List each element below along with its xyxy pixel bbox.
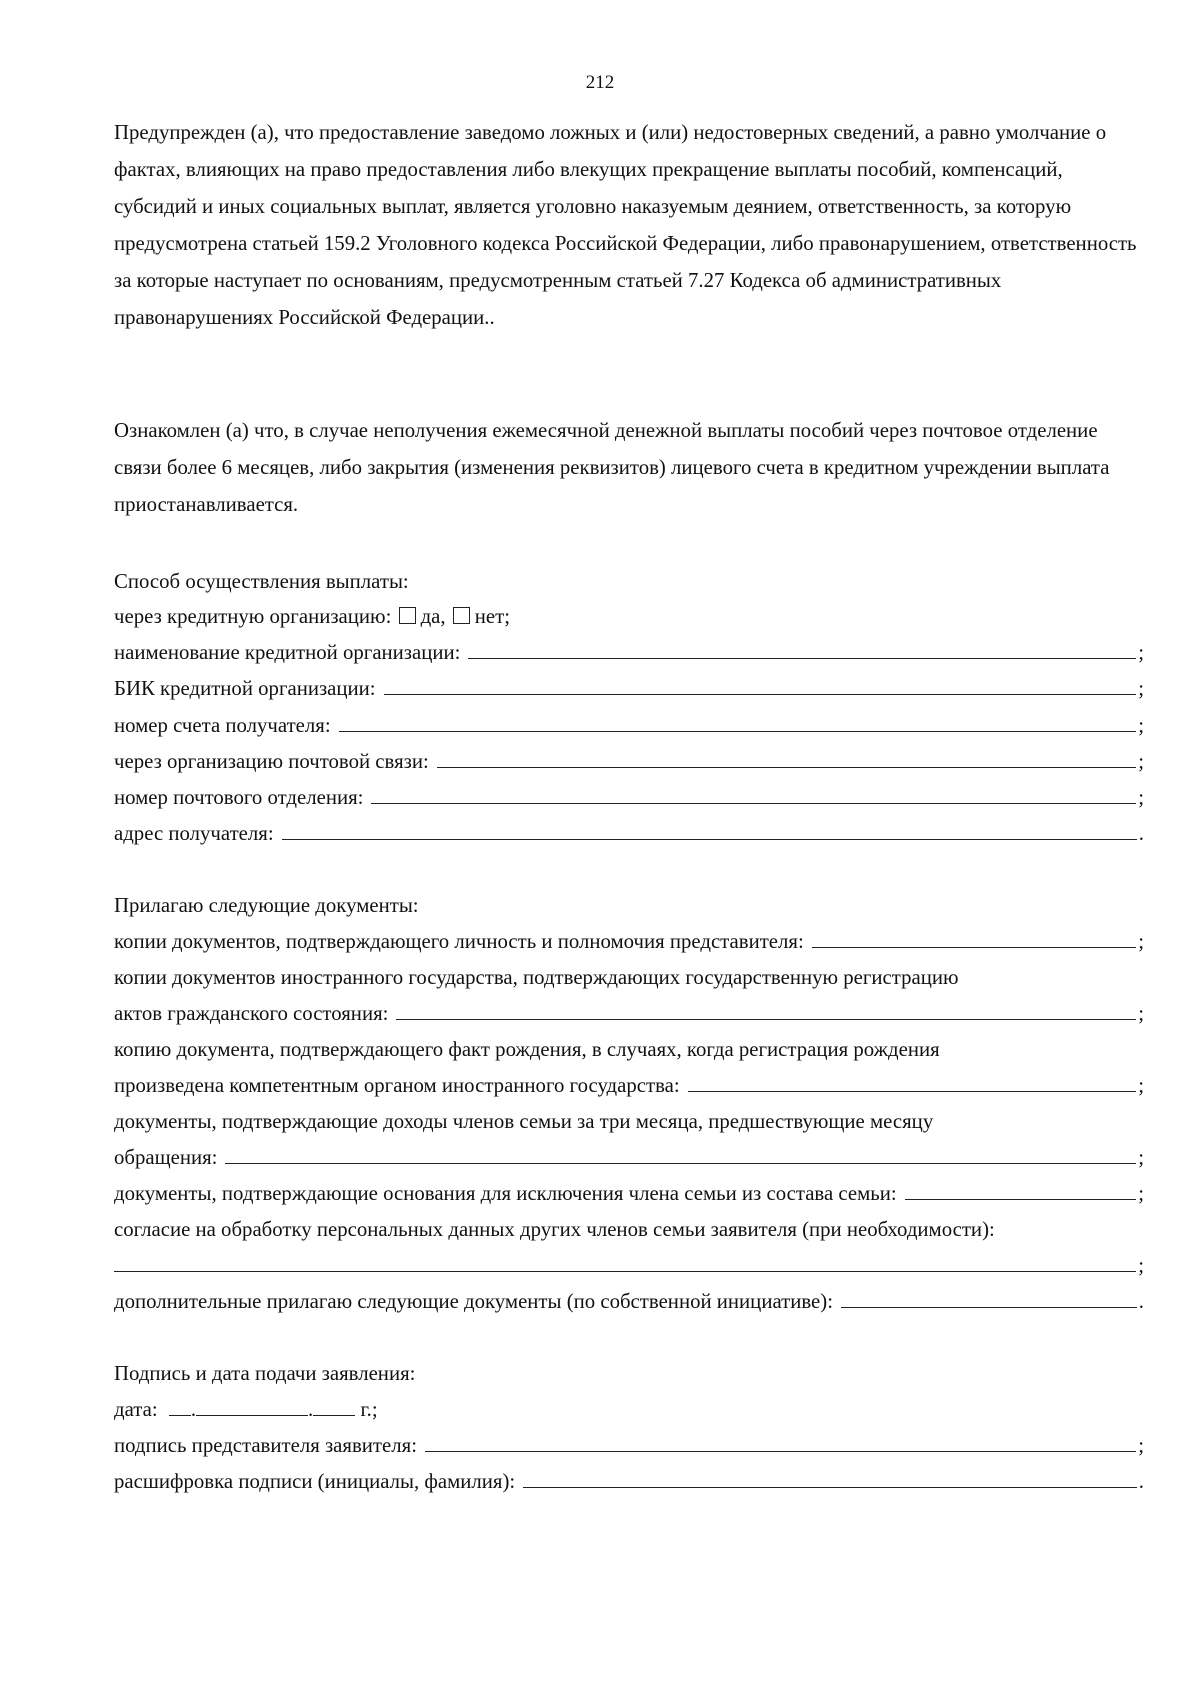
field-terminator: ; xyxy=(1138,1074,1144,1097)
post-office-number-field xyxy=(114,779,1144,816)
field-terminator: ; xyxy=(1138,930,1144,953)
consent-blank[interactable] xyxy=(114,1247,1136,1272)
yes-checkbox[interactable] xyxy=(399,607,416,624)
year-blank[interactable] xyxy=(313,1393,355,1416)
credit-org-label: через кредитную организацию: xyxy=(114,605,392,628)
field-terminator: . xyxy=(1138,1290,1144,1313)
field-label: произведена компетентным органом иностранного государства: xyxy=(114,1074,680,1097)
field-terminator: ; xyxy=(1138,714,1144,737)
field-terminator: ; xyxy=(1138,1002,1144,1025)
civil-acts-field xyxy=(114,995,1144,1032)
acknowledgement-paragraph: Ознакомлен (а) что, в случае неполучения ежемесячной денежной выплаты пособий через почтовое отделение связи более 6 месяцев, либо закрытия (изменения реквизитов) лицевого счета в кредитном учреждении выплата приостанавливается. xyxy=(114,419,1110,516)
field-terminator: ; xyxy=(1138,641,1144,664)
no-label: нет; xyxy=(474,605,511,628)
identity-docs-field xyxy=(114,923,1144,960)
income-docs-blank[interactable] xyxy=(225,1139,1136,1164)
bik-field xyxy=(114,670,1144,707)
field-terminator: ; xyxy=(1138,1182,1144,1205)
day-blank[interactable] xyxy=(169,1393,191,1416)
field-label: номер почтового отделения: xyxy=(114,786,364,809)
field-terminator: ; xyxy=(1138,750,1144,773)
month-blank[interactable] xyxy=(196,1393,308,1416)
consent-field xyxy=(114,1247,1144,1284)
date-field xyxy=(114,1391,378,1428)
additional-docs-field xyxy=(114,1283,1144,1320)
payment-heading: Способ осуществления выплаты: xyxy=(114,570,409,593)
yes-label: да, xyxy=(420,605,446,628)
field-label: номер счета получателя: xyxy=(114,714,331,737)
recipient-address-blank[interactable] xyxy=(282,815,1137,840)
recipient-address-field xyxy=(114,815,1144,852)
field-terminator: ; xyxy=(1138,677,1144,700)
page-number: 212 xyxy=(585,72,615,93)
civil-acts-blank[interactable] xyxy=(396,995,1136,1020)
bik-blank[interactable] xyxy=(384,670,1137,695)
field-label: актов гражданского состояния: xyxy=(114,1002,389,1025)
field-terminator: . xyxy=(1138,1470,1144,1493)
postal-org-blank[interactable] xyxy=(437,743,1136,768)
field-label: копии документов, подтверждающего личность и полномочия представителя: xyxy=(114,930,804,953)
income-docs-field xyxy=(114,1139,1144,1176)
additional-docs-blank[interactable] xyxy=(841,1283,1137,1308)
date-dot: . xyxy=(308,1398,314,1421)
credit-org-name-field xyxy=(114,634,1144,671)
account-number-field xyxy=(114,707,1144,744)
field-label: наименование кредитной организации: xyxy=(114,641,461,664)
no-checkbox[interactable] xyxy=(453,607,470,624)
field-label: дополнительные прилагаю следующие документы (по собственной инициативе): xyxy=(114,1290,833,1313)
rep-signature-blank[interactable] xyxy=(425,1427,1136,1452)
birth-doc-line: копию документа, подтверждающего факт рождения, в случаях, когда регистрация рождения xyxy=(114,1038,940,1061)
field-terminator: ; xyxy=(1138,1146,1144,1169)
field-terminator: ; xyxy=(1138,1254,1144,1277)
identity-docs-blank[interactable] xyxy=(812,923,1136,948)
exclusion-docs-field xyxy=(114,1175,1144,1212)
field-terminator: ; xyxy=(1138,1434,1144,1457)
field-label: обращения: xyxy=(114,1146,218,1169)
date-label: дата: xyxy=(114,1398,158,1421)
field-label: документы, подтверждающие основания для исключения члена семьи из состава семьи: xyxy=(114,1182,897,1205)
date-dot: . xyxy=(190,1398,197,1421)
field-label: подпись представителя заявителя: xyxy=(114,1434,417,1457)
postal-org-field xyxy=(114,743,1144,780)
income-docs-line: документы, подтверждающие доходы членов семьи за три месяца, предшествующие месяцу xyxy=(114,1110,934,1133)
signature-decoding-blank[interactable] xyxy=(523,1463,1137,1488)
credit-org-name-blank[interactable] xyxy=(468,634,1136,659)
field-terminator: ; xyxy=(1138,786,1144,809)
exclusion-docs-blank[interactable] xyxy=(905,1175,1137,1200)
credit-org-choice xyxy=(114,598,510,635)
birth-doc-field xyxy=(114,1067,1144,1104)
field-terminator: . xyxy=(1138,822,1144,845)
field-label: адрес получателя: xyxy=(114,822,274,845)
warning-paragraph: Предупрежден (а), что предоставление заведомо ложных и (или) недостоверных сведений, а равно умолчание о фактах, влияющих на право предоставления либо влекущих прекращение выплаты пособий, компенсаций, субсидий и иных социальных выплат, является уголовно наказуемым деянием, ответственность, за которую предусмотрена статьей 159.2 Уголовного кодекса Российской Федерации, либо правонарушением, ответственность за которые наступает по основаниям, предусмотренным статьей 7.27 Кодекса об административных правонарушениях Российской Федерации.. xyxy=(114,121,1137,329)
signature-decoding-field xyxy=(114,1463,1144,1500)
rep-signature-field xyxy=(114,1427,1144,1464)
documents-heading: Прилагаю следующие документы: xyxy=(114,894,419,917)
birth-doc-blank[interactable] xyxy=(688,1067,1137,1092)
year-suffix: г.; xyxy=(360,1398,378,1421)
signature-heading: Подпись и дата подачи заявления: xyxy=(114,1362,416,1385)
field-label: через организацию почтовой связи: xyxy=(114,750,429,773)
field-label: расшифровка подписи (инициалы, фамилия): xyxy=(114,1470,516,1493)
post-office-number-blank[interactable] xyxy=(371,779,1136,804)
foreign-docs-line: копии документов иностранного государства, подтверждающих государственную регистрацию xyxy=(114,966,959,989)
consent-line: согласие на обработку персональных данных других членов семьи заявителя (при необходимости): xyxy=(114,1218,995,1241)
field-label: БИК кредитной организации: xyxy=(114,677,376,700)
account-number-blank[interactable] xyxy=(339,707,1137,732)
